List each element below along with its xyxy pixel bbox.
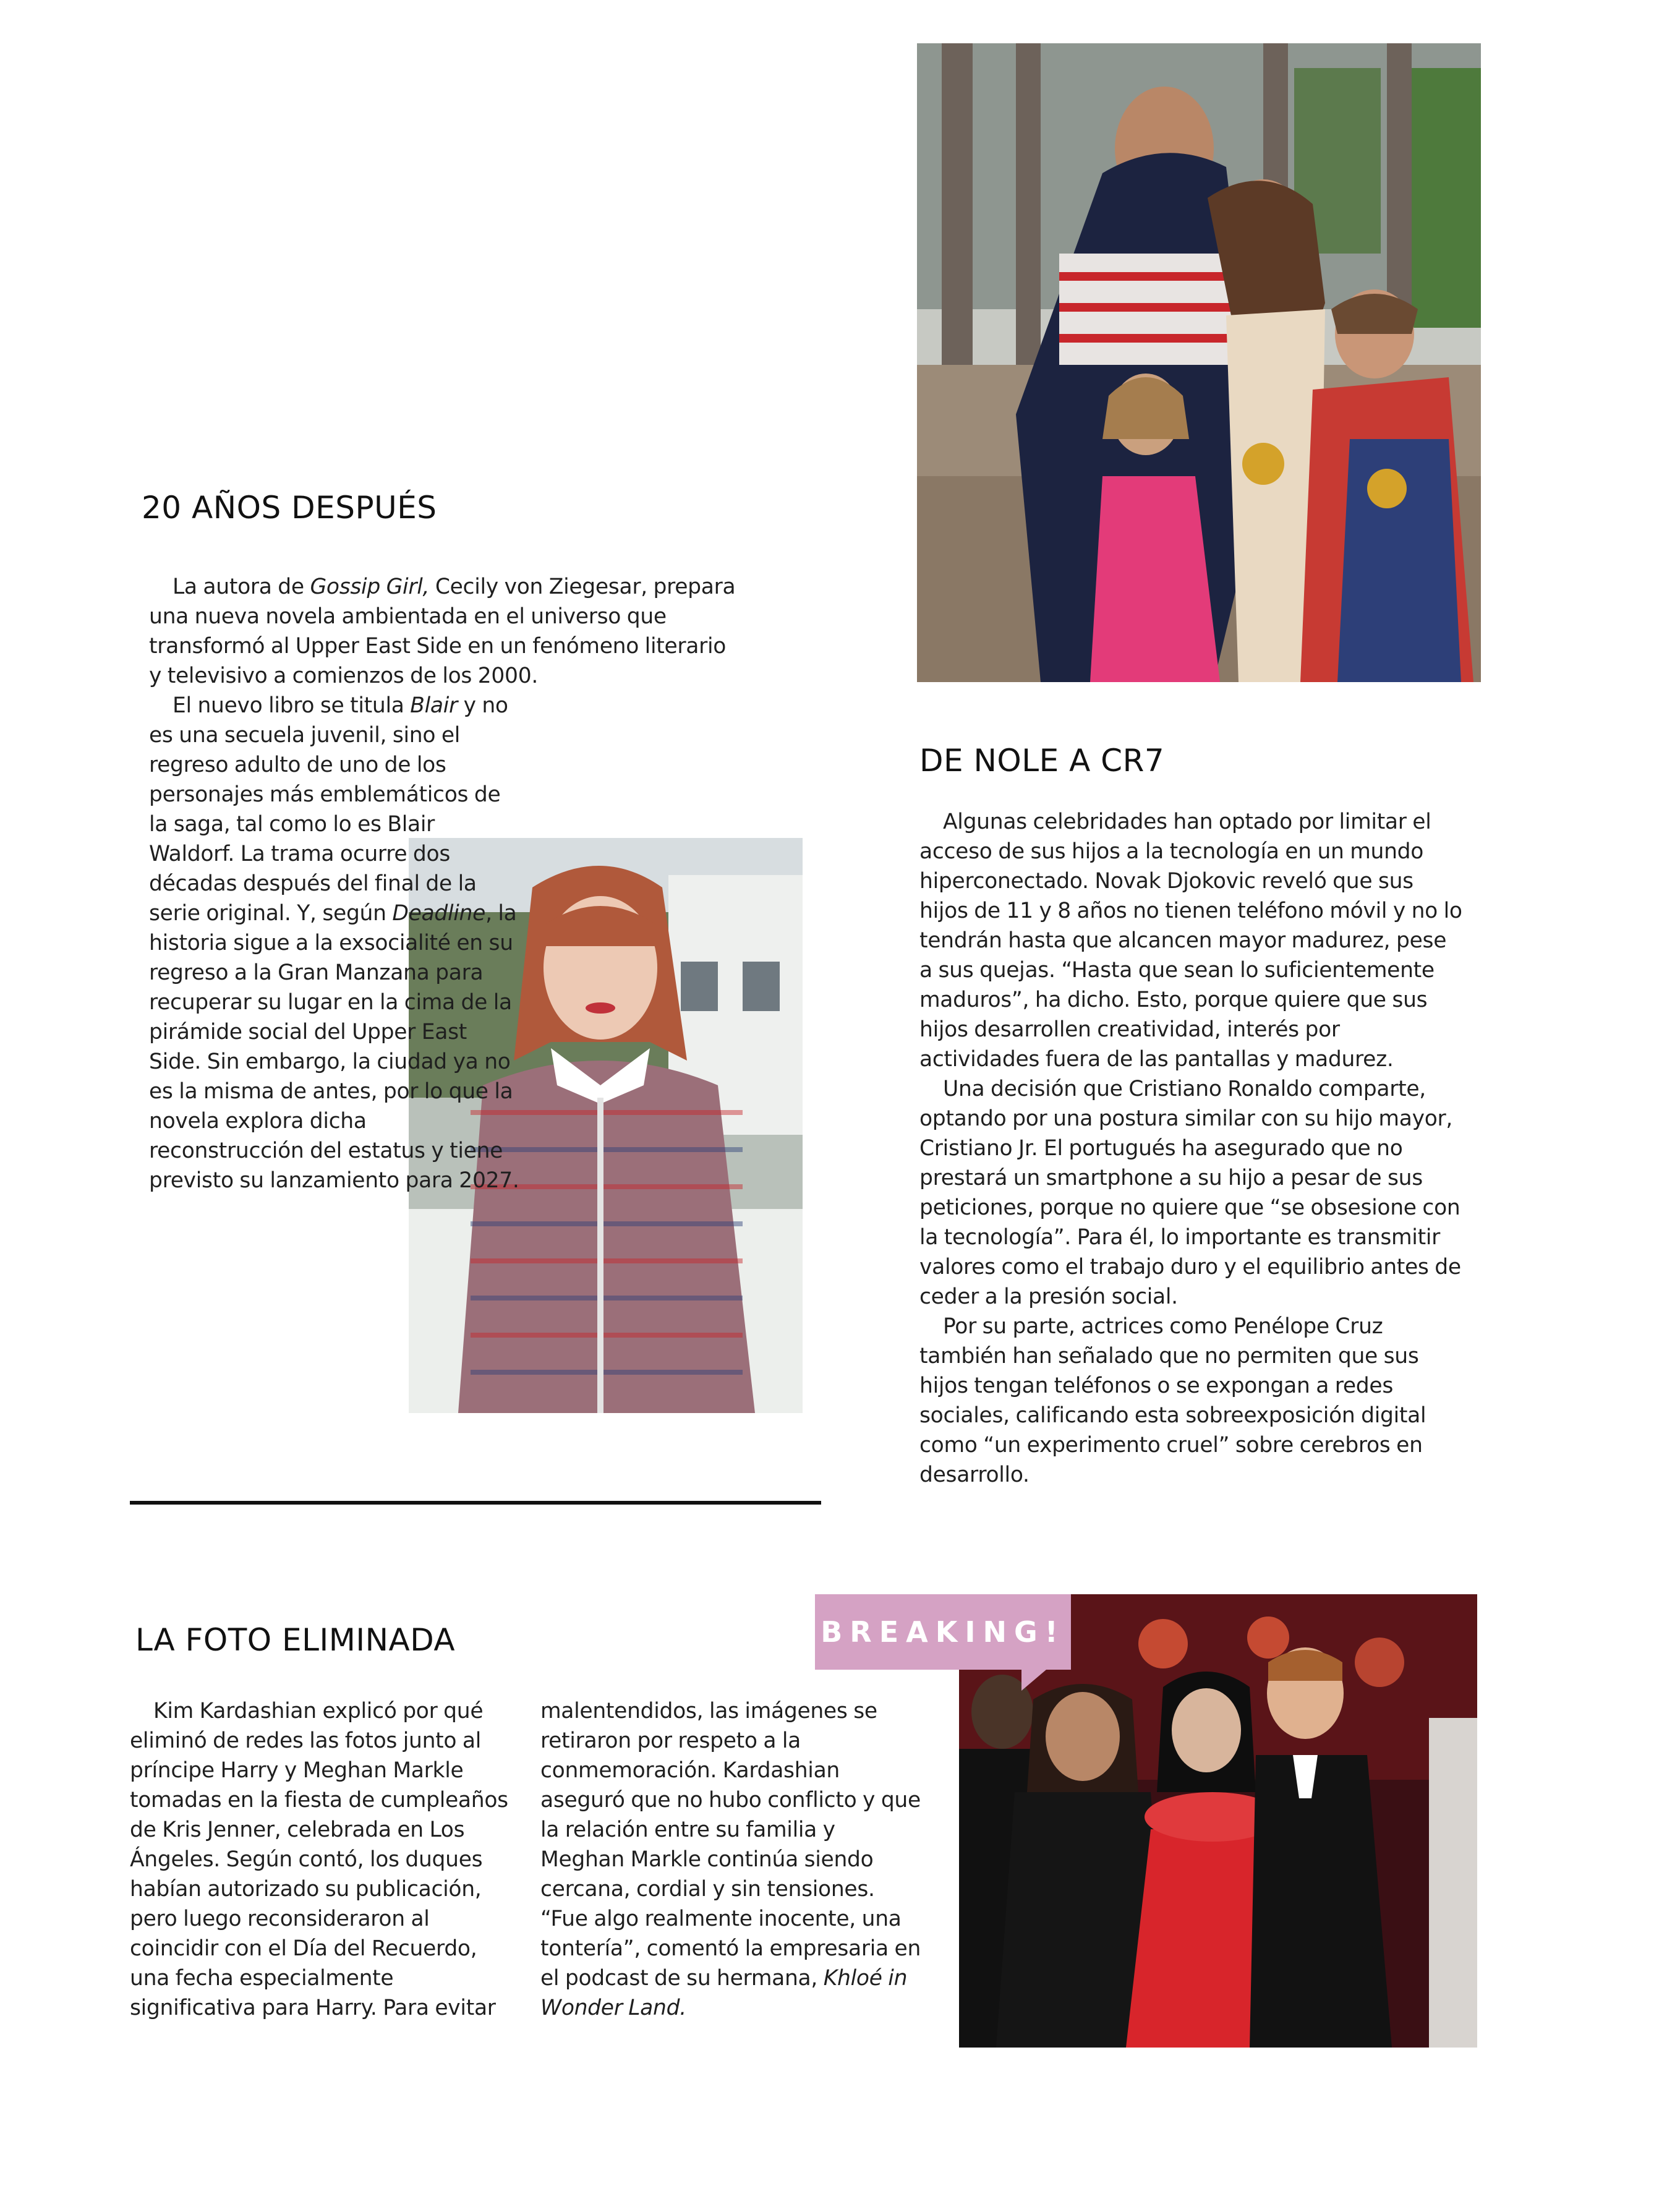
section3-column-1-text: Kim Kardashian explicó por qué eliminó de redes las fotos junto al príncipe Harry y Meghan Markle tomadas en la fiesta de cumpleaños de Kris Jenner, celebrada en Los Ángeles. Según contó, los duques habían autorizado su publicación, pero luego reconsideraron al coincidir con el Día del Recuerdo, una fecha especialmente significativa para Harry. Para evitar — [130, 1699, 508, 2020]
section1-text-a: La autora de — [173, 574, 310, 599]
section3-column-2-text: malentendidos, las imágenes se retiraron por respeto a la conmemoración. Kardashian aseguró que no hubo conflicto y que la relación entre su familia y Meghan Markle continúa siendo cercana, cordial y sin tensiones. “Fue algo realmente inocente, una tontería”, comentó la empresaria en el podcast de su hermana, — [540, 1699, 921, 1991]
section1-text-b: Cecily von Ziegesar, prepara una nueva novela ambientada en el universo que transformó al Upper East Side en un fenómeno literario y televisivo a comienzos de los 2000. — [149, 574, 736, 688]
section1-p2-a: El nuevo libro se titula — [173, 693, 411, 718]
section2-paragraph-3: Por su parte, actrices como Penélope Cruz también han señalado que no permiten que sus hijos tengan teléfonos o se expongan a redes sociales, calificando esta sobreexposición digital como “un experimento cruel” sobre cerebros en desarrollo. — [919, 1314, 1426, 1487]
section2-paragraph-1: Algunas celebridades han optado por limitar el acceso de sus hijos a la tecnología en un mundo hiperconectado. Novak Djokovic reveló que sus hijos de 11 y 8 años no tienen teléfono móvil y no lo tendrán hasta que alcancen mayor madurez, pese a sus quejas. “Hasta que sean lo suficientemente maduros”, ha dicho. Esto, porque quiere que sus hijos desarrollen creatividad, interés por actividades fuera de las pantallas y madurez. — [919, 809, 1462, 1072]
breaking-badge-label: BREAKING! — [821, 1615, 1065, 1649]
section1-p2-b: y no es una secuela juvenil, sino el regreso adulto de uno de los personajes más emblemáticos de la saga, tal como lo es Blair Waldorf. La trama ocurre dos décadas después del final de la serie original. Y, según — [149, 693, 508, 926]
section1-em-blair: Blair — [410, 693, 458, 718]
section-20-anos-body — [149, 572, 767, 1309]
section1-em-deadline: Deadline — [392, 901, 486, 926]
section2-paragraph-2: Una decisión que Cristiano Ronaldo comparte, optando por una postura similar con su hijo mayor, Cristiano Jr. El portugués ha asegurado que no prestará un smartphone a su hijo a pesar de sus peticiones, porque no quiere que “se obsesione con la tecnología”. Para él, lo importante es transmitir valores como el trabajo duro y el equilibrio antes de ceder a la presión social. — [919, 1077, 1461, 1309]
section-foto-eliminada-title: LA FOTO ELIMINADA — [135, 1622, 456, 1658]
section-de-nole-title: DE NOLE A CR7 — [919, 743, 1165, 779]
section3-column-2 — [540, 1696, 924, 2023]
section-divider — [130, 1501, 821, 1505]
section-de-nole-body — [919, 807, 1464, 1490]
section3-em-podcast: Khloé in Wonder Land. — [540, 1966, 908, 2020]
breaking-badge — [815, 1594, 1071, 1670]
djokovic-family-photo — [917, 43, 1481, 682]
breaking-badge-pointer — [1021, 1670, 1046, 1691]
section1-p2-c: , la historia sigue a la exsocialité en su regreso a la Gran Manzana para recuperar su lugar en la cima de la pirámide social del Upper East Side. Sin embargo, la ciudad ya no es la misma de antes, por lo que la novela explora dicha reconstrucción del estatus y tiene previsto su lanzamiento para 2027. — [149, 901, 519, 1193]
section3-column-1 — [130, 1696, 516, 2023]
section-20-anos-title: 20 AÑOS DESPUÉS — [142, 490, 437, 526]
section1-em-gossip-girl: Gossip Girl, — [310, 574, 430, 599]
